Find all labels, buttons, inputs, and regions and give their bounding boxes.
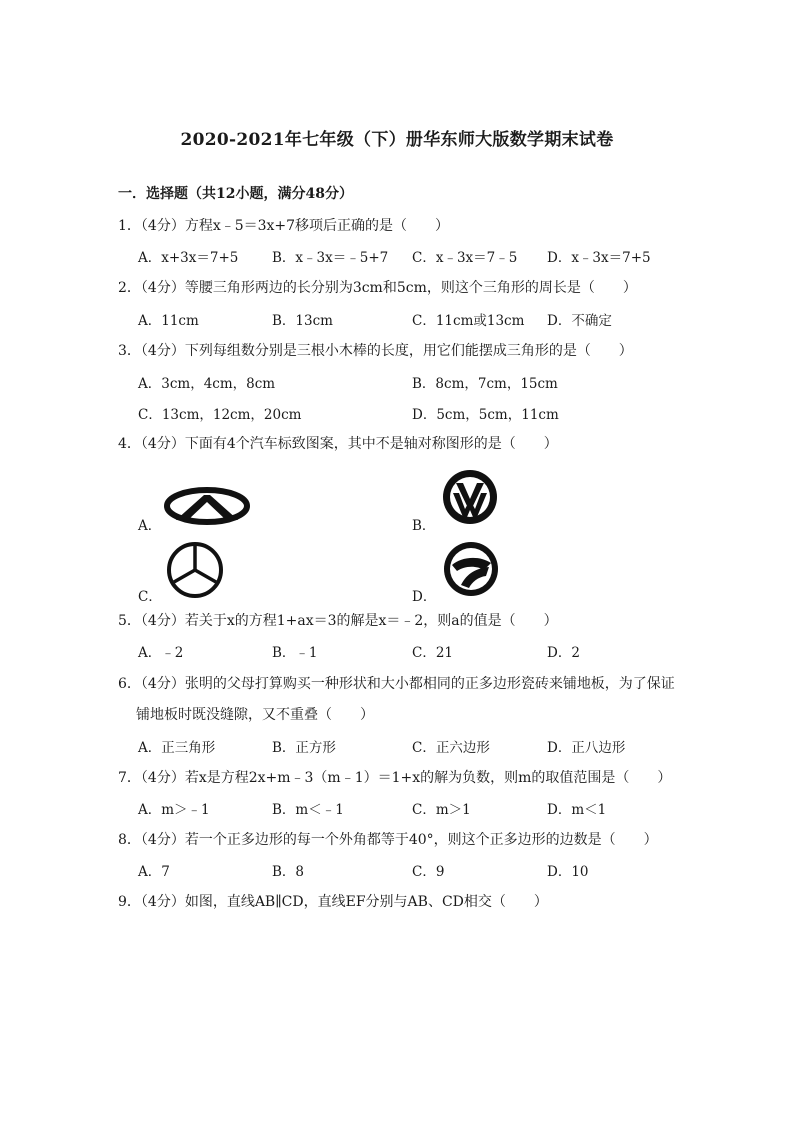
q4-option-c: C． [138, 589, 162, 605]
q2-option-a: A．11cm [138, 313, 199, 329]
q5-option-c: C．21 [412, 645, 454, 661]
q7-option-c: C．m＞1 [412, 802, 471, 818]
question-8: 8．（4分）若一个正多边形的每一个外角都等于40°，则这个正多边形的边数是（ ） [118, 832, 658, 848]
dongfeng-logo-icon [439, 540, 503, 598]
q5-option-d: D．2 [547, 645, 580, 661]
q2-option-d: D．不确定 [547, 313, 612, 329]
question-2: 2．（4分）等腰三角形两边的长分别为3cm和5cm，则这个三角形的周长是（ ） [118, 280, 637, 296]
q6-option-c: C．正六边形 [412, 740, 490, 756]
q6-option-d: D．正八边形 [547, 740, 626, 756]
mercedes-logo-icon [164, 542, 226, 598]
q8-option-b: B．8 [272, 864, 305, 880]
question-6-continued: 铺地板时既没缝隙，又不重叠（ ） [136, 707, 374, 723]
q6-option-a: A．正三角形 [138, 740, 216, 756]
question-9: 9．（4分）如图，直线AB∥CD，直线EF分别与AB、CD相交（ ） [118, 894, 548, 910]
q1-option-a: A．x+3x＝7+5 [138, 250, 239, 266]
volkswagen-logo-icon [439, 469, 501, 525]
question-5: 5．（4分）若关于x的方程1+ax＝3的解是x＝﹣2，则a的值是（ ） [118, 613, 558, 629]
q3-option-c: C．13cm，12cm，20cm [138, 407, 302, 423]
question-7: 7．（4分）若x是方程2x+m﹣3（m﹣1）＝1+x的解为负数，则m的取值范围是（ ） [118, 770, 672, 786]
q5-option-b: B．﹣1 [272, 645, 318, 661]
q5-option-a: A．﹣2 [138, 645, 184, 661]
page-title: 2020-2021年七年级（下）册华东师大版数学期末试卷 [180, 130, 614, 150]
infiniti-logo-icon [164, 486, 250, 526]
q2-option-b: B．13cm [272, 313, 333, 329]
question-6: 6．（4分）张明的父母打算购买一种形状和大小都相同的正多边形瓷砖来铺地板，为了保证 [118, 676, 675, 692]
q1-option-b: B．x﹣3x＝﹣5+7 [272, 250, 389, 266]
question-1: 1．（4分）方程x﹣5＝3x+7移项后正确的是（ ） [118, 218, 450, 234]
q7-option-a: A．m＞﹣1 [138, 802, 210, 818]
q2-option-c: C．11cm或13cm [412, 313, 525, 329]
q7-option-d: D．m＜1 [547, 802, 607, 818]
q3-option-d: D．5cm，5cm，11cm [412, 407, 559, 423]
section-heading: 一．选择题（共12小题，满分48分） [118, 186, 353, 202]
q3-option-a: A．3cm，4cm，8cm [138, 376, 276, 392]
q4-option-a: A． [138, 518, 162, 534]
q8-option-a: A．7 [138, 864, 170, 880]
q1-option-c: C．x﹣3x＝7﹣5 [412, 250, 518, 266]
question-4: 4．（4分）下面有4个汽车标致图案，其中不是轴对称图形的是（ ） [118, 436, 558, 452]
q7-option-b: B．m＜﹣1 [272, 802, 344, 818]
question-3: 3．（4分）下列每组数分别是三根小木棒的长度，用它们能摆成三角形的是（ ） [118, 343, 633, 359]
q8-option-d: D．10 [547, 864, 589, 880]
q6-option-b: B．正方形 [272, 740, 336, 756]
q8-option-c: C．9 [412, 864, 445, 880]
q3-option-b: B．8cm，7cm，15cm [412, 376, 558, 392]
q4-option-d: D． [412, 589, 437, 605]
q4-option-b: B． [412, 518, 436, 534]
q1-option-d: D．x﹣3x＝7+5 [547, 250, 651, 266]
